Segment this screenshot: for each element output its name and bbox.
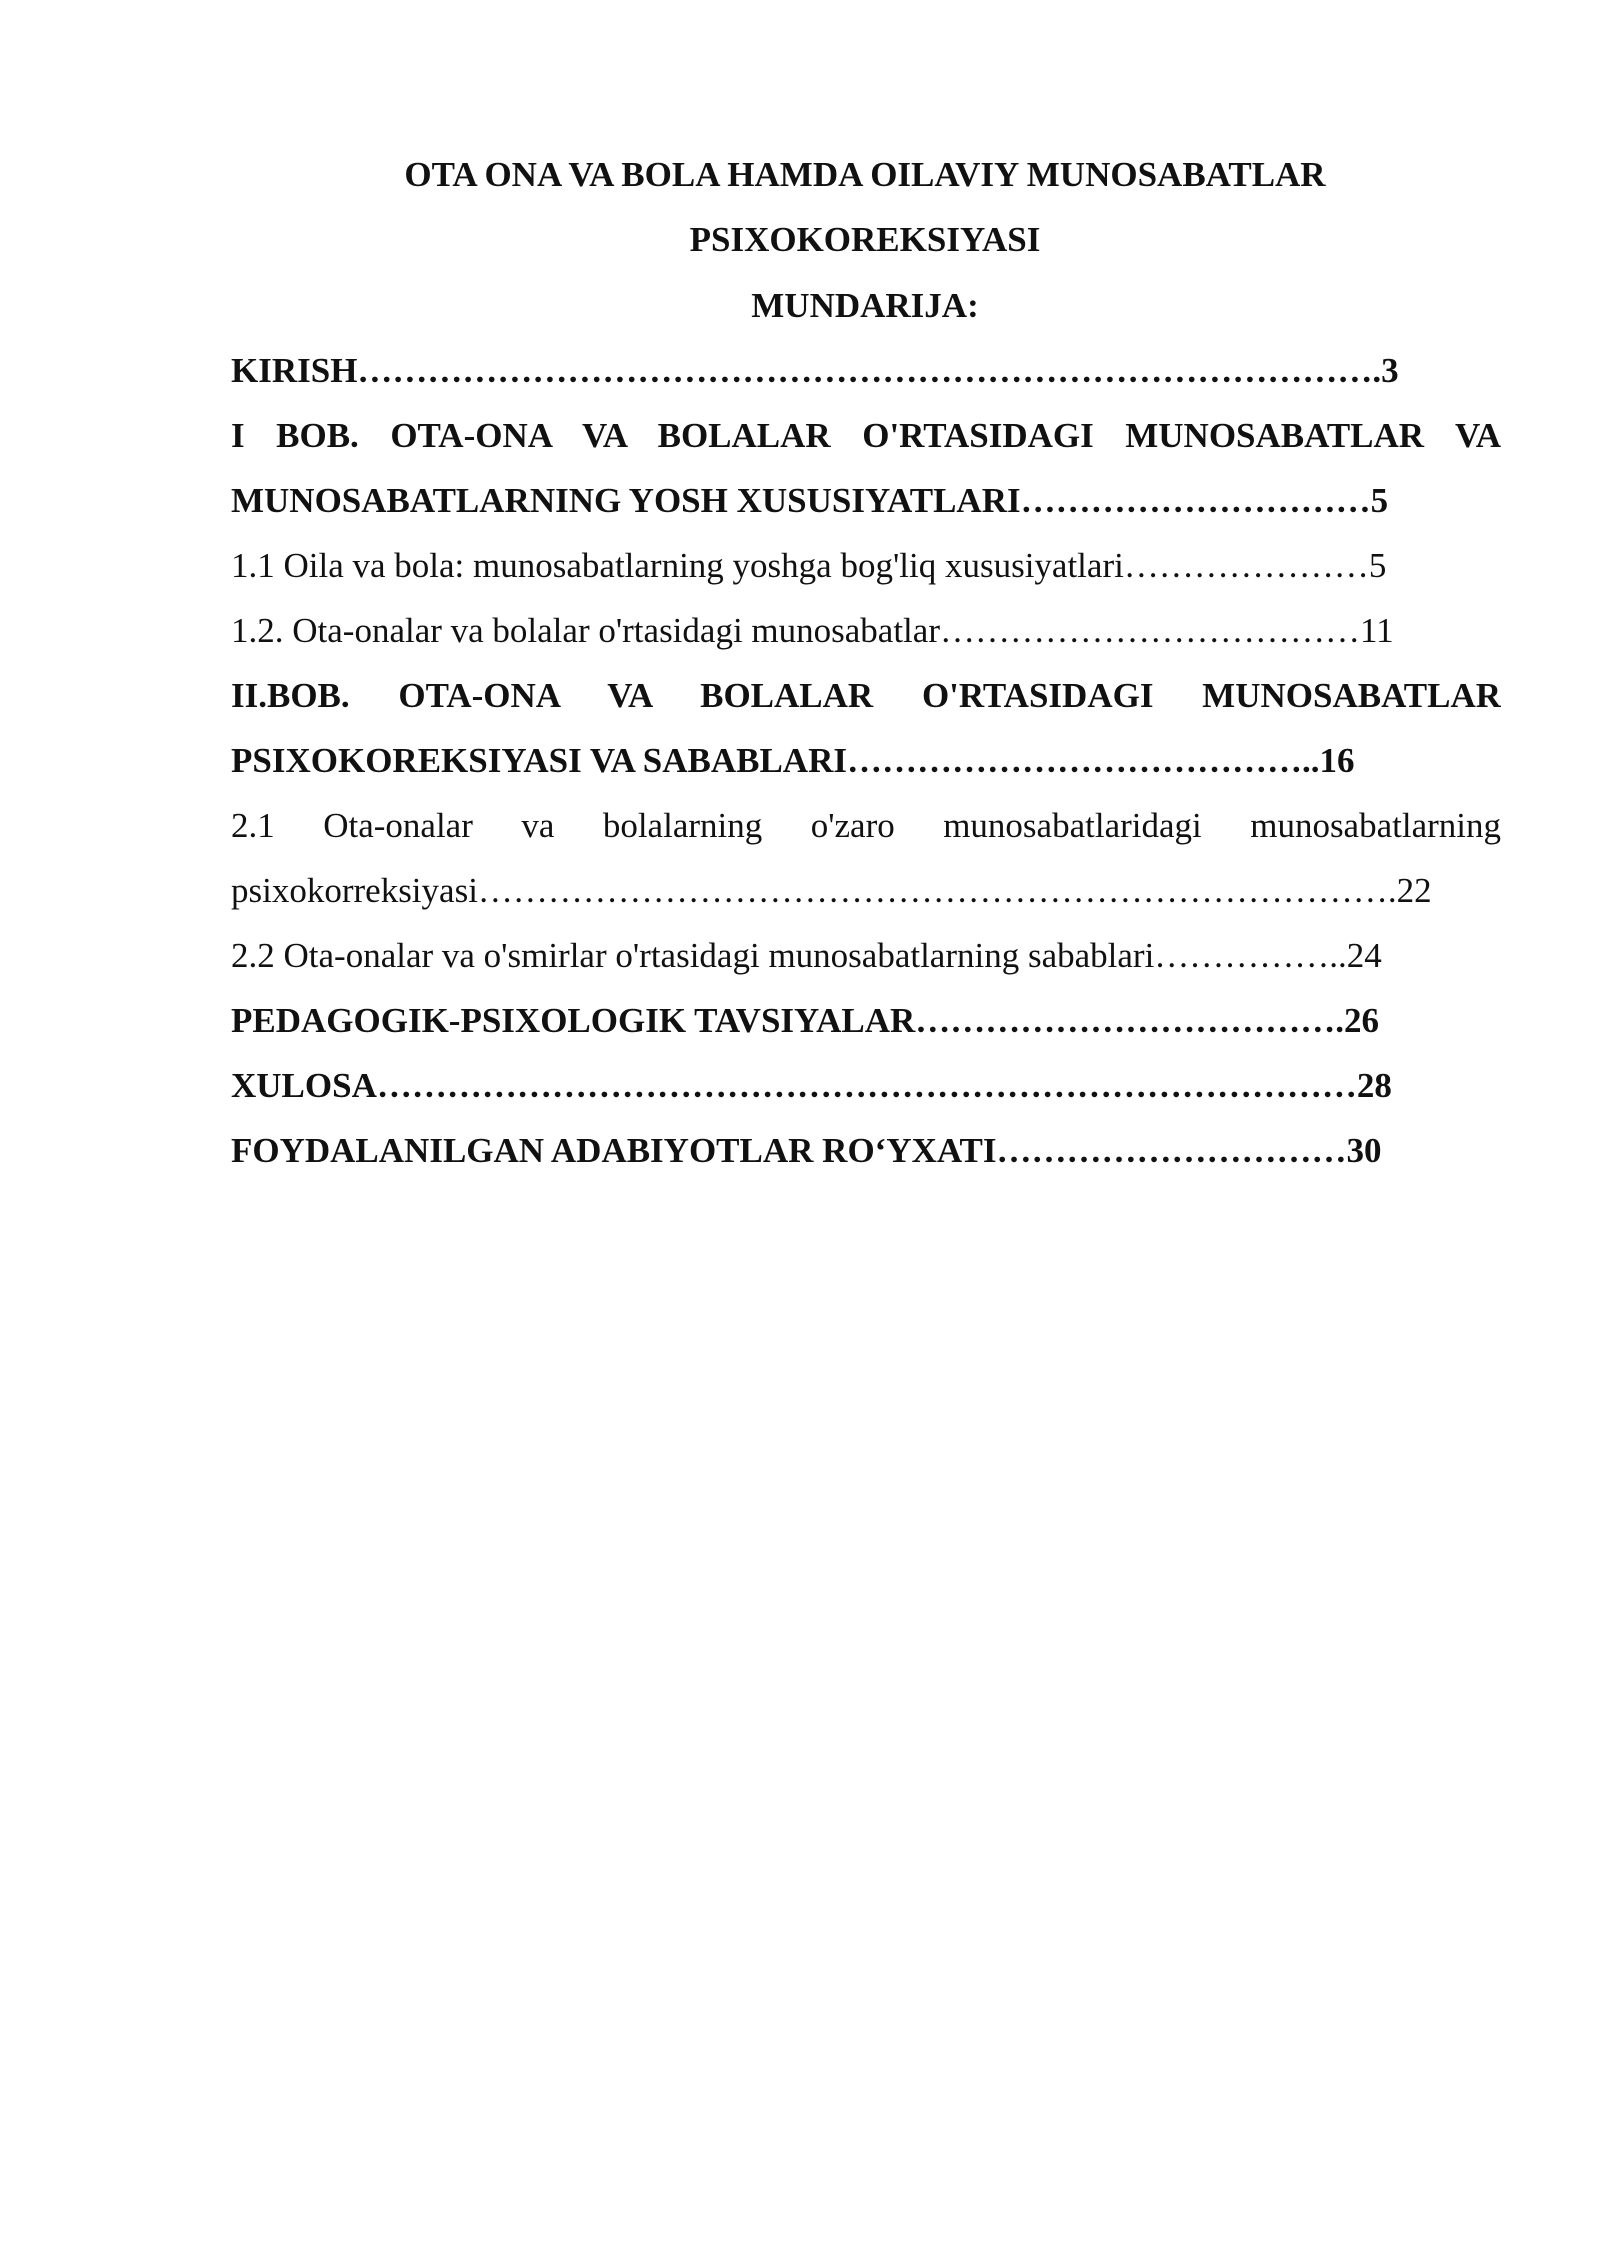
toc-entry-2-1-line2: psixokorreksiyasi…………………………………………………………………….22 (231, 871, 1432, 910)
toc-entry-bob1-line2: MUNOSABATLARNING YOSH XUSUSIYATLARI…………………………5 (231, 481, 1389, 520)
toc-entry-kirish: KIRISH…………………………………………………………………………….3 (231, 351, 1399, 390)
toc-entry-bob1-line1: I BOB. OTA-ONA VA BOLALAR O'RTASIDAGI MUNOSABATLAR VA (231, 416, 1501, 455)
table-of-contents (231, 349, 1501, 1194)
toc-entry-1-2: 1.2. Ota-onalar va bolalar o'rtasidagi munosabatlar………………………………11 (231, 611, 1394, 650)
toc-entry-adabiyotlar: FOYDALANILGAN ADABIYOTLAR RO‘YXATI…………………………30 (231, 1131, 1382, 1170)
toc-entry-2-2: 2.2 Ota-onalar va o'smirlar o'rtasidagi munosabatlarning sabablari……………..24 (231, 936, 1382, 975)
document-title-line2: PSIXOKOREKSIYASI (689, 220, 1041, 259)
toc-entry-2-1-line1: 2.1 Ota-onalar va bolalarning o'zaro munosabatlaridagi munosabatlarning (231, 806, 1501, 845)
document-title-line1: OTA ONA VA BOLA HAMDA OILAVIY MUNOSABATLAR (404, 155, 1326, 194)
toc-entry-1-1: 1.1 Oila va bola: munosabatlarning yoshga bog'liq xususiyatlari…………………5 (231, 546, 1387, 585)
toc-entry-xulosa: XULOSA…………………………………………………………………………28 (231, 1066, 1392, 1105)
toc-entry-bob2-line2: PSIXOKOREKSIYASI VA SABABLARI…………………………………..16 (231, 741, 1355, 780)
toc-entry-tavsiyalar: PEDAGOGIK-PSIXOLOGIK TAVSIYALAR……………………………….26 (231, 1001, 1380, 1040)
toc-heading: MUNDARIJA: (751, 286, 979, 325)
toc-entry-bob2-line1: II.BOB. OTA-ONA VA BOLALAR O'RTASIDAGI MUNOSABATLAR (231, 676, 1501, 715)
